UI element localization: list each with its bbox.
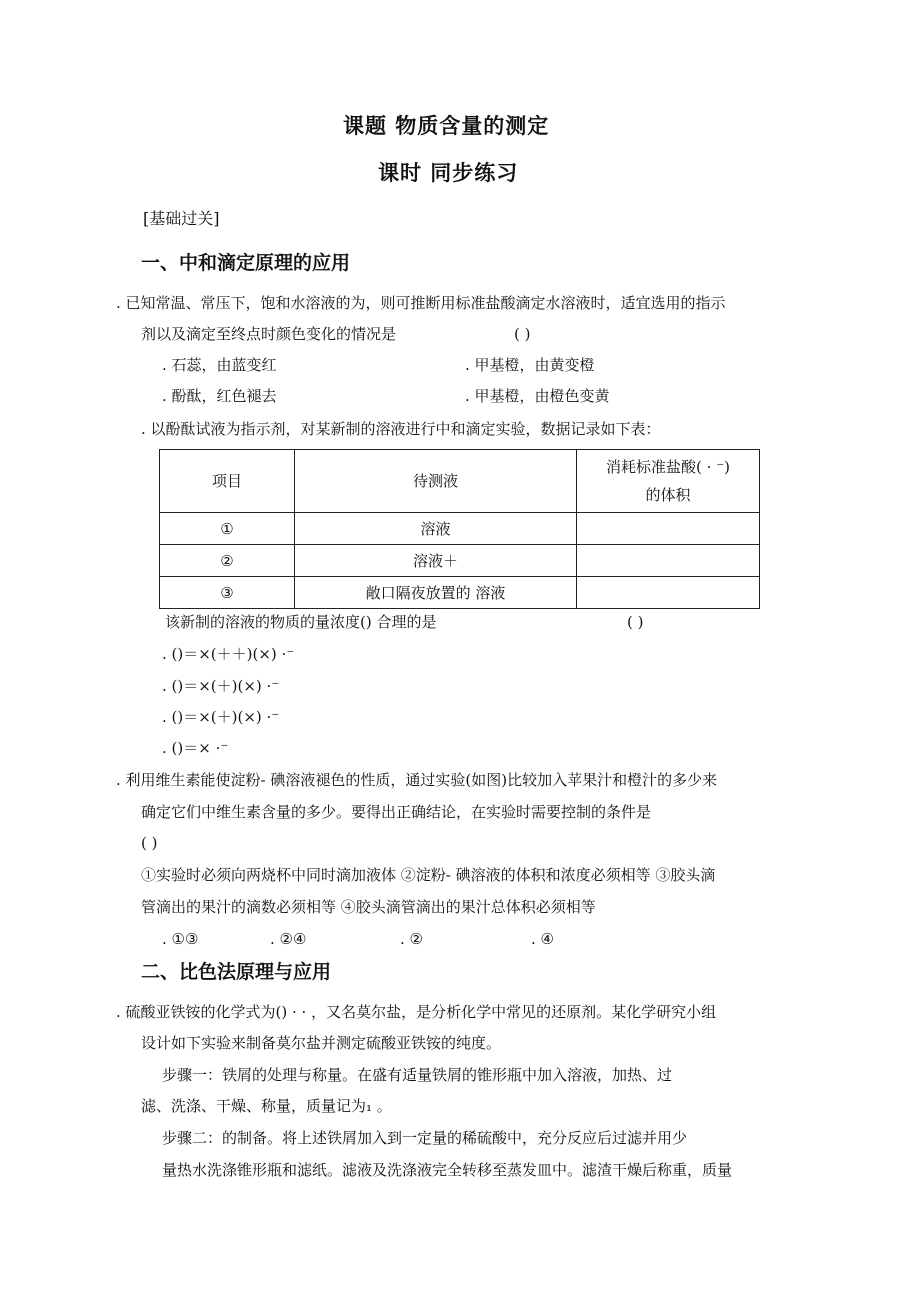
q1-option-d: . 甲基橙，由橙色变黄 [465,387,610,405]
titration-data-table [159,449,760,609]
table-cell-volume [577,545,760,577]
section-2-heading: 二、比色法原理与应用 [141,961,332,983]
q3-option-b: . ②④ [270,930,307,948]
section-1-heading: 一、中和滴定原理的应用 [141,252,351,274]
table-row [160,545,760,577]
table-cell-liquid: 敞口隔夜放置的 溶液 [295,577,577,609]
q3-conditions-line2: 管滴出的果汁的滴数必须相等 ④胶头滴管滴出的果汁总体积必须相等 [141,898,596,916]
q3-stem-line1: . 利用维生素能使淀粉- 碘溶液褪色的性质，通过实验(如图)比较加入苹果汁和橙汁的多少来 [116,771,718,789]
q2-option-b: . ()＝×(＋)(×) ·⁻ [162,677,280,695]
table-cell-item: ③ [160,577,295,609]
q4-step2-line2: 量热水洗涤锥形瓶和滤纸。滤液及洗涤液完全转移至蒸发皿中。滤渣干燥后称重，质量 [162,1161,733,1179]
page-title: 课题 物质含量的测定 [343,113,550,138]
table-header-liquid: 待测液 [295,450,577,513]
q2-question: 该新制的溶液的物质的量浓度() 合理的是 [165,613,437,631]
table-cell-volume [577,513,760,545]
table-header-volume [577,450,760,513]
table-cell-item: ② [160,545,295,577]
q1-option-c: . 酚酞，红色褪去 [162,387,277,405]
q1-answer-paren: ( ) [514,325,531,343]
q4-stem-line2: 设计如下实验来制备莫尔盐并测定硫酸亚铁铵的纯度。 [141,1034,502,1052]
table-cell-liquid: 溶液＋ [295,545,577,577]
table-cell-liquid: 溶液 [295,513,577,545]
table-row [160,513,760,545]
q2-option-c: . ()＝×(＋)(×) ·⁻ [162,708,280,726]
table-cell-volume [577,577,760,609]
table-header-item: 项目 [160,450,295,513]
table-header-volume-line1: 消耗标准盐酸( · ⁻) [606,458,730,476]
q1-option-b: . 甲基橙，由黄变橙 [465,356,595,374]
q4-step1-line1: 步骤一：铁屑的处理与称量。在盛有适量铁屑的锥形瓶中加入溶液，加热、过 [162,1066,673,1084]
q2-answer-paren: ( ) [627,613,644,631]
q3-stem-line2: 确定它们中维生素含量的多少。要得出正确结论，在实验时需要控制的条件是 [141,803,652,821]
table-header-row [160,450,760,513]
q1-stem-line2: 剂以及滴定至终点时颜色变化的情况是 [141,325,397,343]
q2-option-a: . ()＝×(＋＋)(×) ·⁻ [162,645,295,663]
table-cell-item: ① [160,513,295,545]
q2-option-d: . ()＝× ·⁻ [162,739,229,757]
q3-option-c: . ② [400,930,423,948]
basic-label: [基础过关] [143,209,220,228]
q3-conditions-line1: ①实验时必须向两烧杯中同时滴加液体 ②淀粉- 碘溶液的体积和浓度必须相等 ③胶头滴 [141,866,716,884]
q4-stem-line1: . 硫酸亚铁铵的化学式为() · · ，又名莫尔盐，是分析化学中常见的还原剂。某化学研究小组 [116,1003,717,1021]
table-row [160,577,760,609]
q2-stem: . 以酚酞试液为指示剂，对某新制的溶液进行中和滴定实验，数据记录如下表： [141,420,661,438]
q3-answer-paren: ( ) [141,834,158,852]
q3-option-d: . ④ [531,930,554,948]
page-subtitle: 课时 同步练习 [378,160,519,185]
q4-step1-line2: 滤、洗涤、干燥、称量，质量记为₁ 。 [141,1097,392,1115]
q1-option-a: . 石蕊，由蓝变红 [162,356,277,374]
q1-stem-line1: . 已知常温、常压下，饱和水溶液的为，则可推断用标准盐酸滴定水溶液时，适宜选用的指示 [116,294,726,312]
table-header-volume-line2: 的体积 [645,486,691,504]
q3-option-a: . ①③ [162,930,199,948]
q4-step2-line1: 步骤二：的制备。将上述铁屑加入到一定量的稀硫酸中，充分反应后过滤并用少 [162,1129,688,1147]
